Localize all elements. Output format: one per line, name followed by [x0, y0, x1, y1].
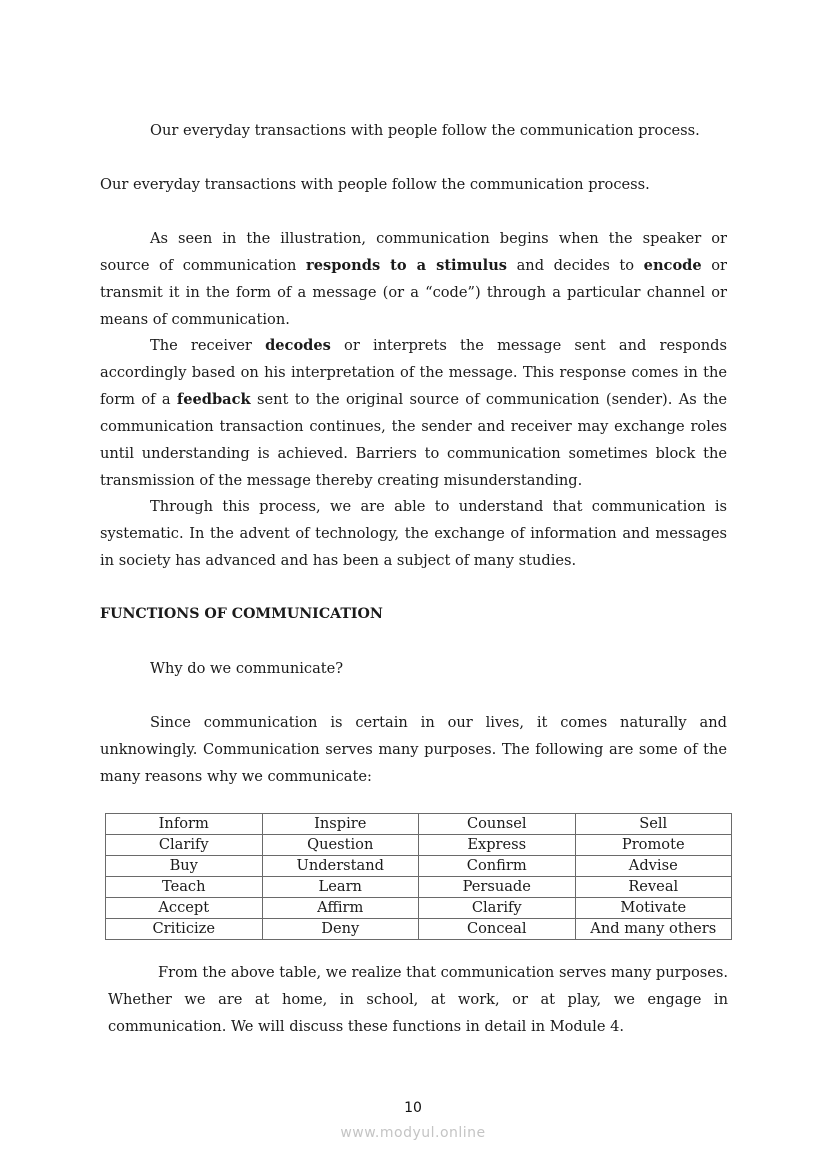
paragraph-text: The receiver: [150, 337, 266, 354]
paragraph-text: or interprets the message sent and responds accordingly based on his interpretation of the message. This response comes in the form of a: [100, 337, 727, 408]
paragraph-conclusion: From the above table, we realize that communication serves many purposes. Whether we are at home, in school, at work, or at play, we engage in communication. We will discuss these functions in detail in Module 4.: [108, 964, 728, 1035]
table-cell: Conceal: [419, 919, 576, 940]
watermark: www.modyul.online: [340, 1125, 486, 1141]
term-responds-to-stimulus: responds to a stimulus: [306, 257, 508, 274]
table-cell: Inspire: [262, 814, 419, 835]
section-question: Why do we communicate?: [150, 660, 344, 677]
table-cell: Clarify: [106, 835, 263, 856]
paragraph-text: or transmit it in the form of a message (or a “code”) through a particular channel or means of communication.: [100, 257, 727, 328]
table-cell: Understand: [262, 856, 419, 877]
intro-line: Our everyday transactions with people follow the communication process.: [100, 176, 650, 193]
paragraph-receiver: [100, 332, 727, 494]
table-row: [106, 877, 732, 898]
paragraph-stimulus: [100, 225, 727, 333]
paragraph-process: Through this process, we are able to understand that communication is systematic. In the advent of technology, the exchange of information and messages in society has advanced and has been a subject of many studies.: [100, 498, 727, 569]
table-row: [106, 856, 732, 877]
table-cell: Express: [419, 835, 576, 856]
table-cell: Affirm: [262, 898, 419, 919]
functions-table: [105, 813, 732, 940]
paragraph-purposes: Since communication is certain in our lives, it comes naturally and unknowingly. Communication serves many purposes. The following are some of the many reasons why we communicate:: [100, 714, 727, 785]
table-cell: Deny: [262, 919, 419, 940]
page-number: 10: [404, 1100, 422, 1116]
term-feedback: feedback: [176, 391, 251, 408]
table-cell: Inform: [106, 814, 263, 835]
table-cell: Confirm: [419, 856, 576, 877]
table-cell: Counsel: [419, 814, 576, 835]
table-cell: Learn: [262, 877, 419, 898]
table-cell: Question: [262, 835, 419, 856]
table-row: [106, 919, 732, 940]
table-cell: Advise: [575, 856, 732, 877]
table-cell: Accept: [106, 898, 263, 919]
table-cell: Clarify: [419, 898, 576, 919]
table-cell: Criticize: [106, 919, 263, 940]
table-cell: Sell: [575, 814, 732, 835]
table-row: [106, 835, 732, 856]
table-row: [106, 814, 732, 835]
paragraph-text: sent to the original source of communication (sender). As the communication transaction continues, the sender and receiver may exchange roles until understanding is achieved. Barriers to communication sometimes block the transmission of the message thereby creating misunderstanding.: [100, 391, 727, 489]
table-cell: And many others: [575, 919, 732, 940]
functions-table-body: [106, 814, 732, 940]
term-decodes: decodes: [265, 337, 331, 354]
table-cell: Promote: [575, 835, 732, 856]
paragraph-text: and decides to: [507, 257, 644, 274]
term-encode: encode: [643, 257, 702, 274]
table-row: [106, 898, 732, 919]
table-cell: Teach: [106, 877, 263, 898]
table-cell: Motivate: [575, 898, 732, 919]
intro-line-indented: Our everyday transactions with people follow the communication process.: [150, 122, 700, 139]
section-heading: FUNCTIONS OF COMMUNICATION: [100, 606, 383, 622]
paragraph-text: As seen in the illustration, communication begins when the speaker or source of communication: [100, 230, 727, 274]
table-cell: Reveal: [575, 877, 732, 898]
table-cell: Persuade: [419, 877, 576, 898]
table-cell: Buy: [106, 856, 263, 877]
